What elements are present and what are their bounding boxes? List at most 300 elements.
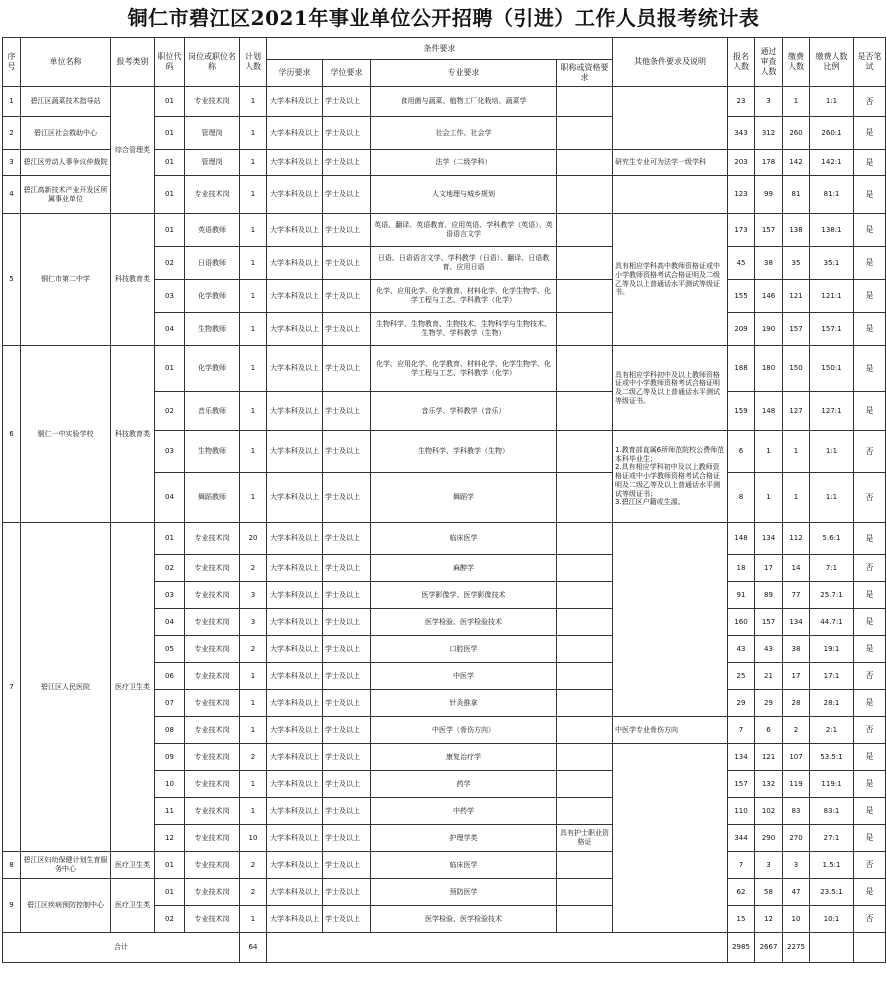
plan-count: 1 bbox=[240, 392, 267, 431]
position-code: 01 bbox=[155, 150, 185, 176]
written-exam: 是 bbox=[854, 247, 886, 280]
major-req: 中医学（骨伤方向） bbox=[371, 717, 557, 744]
position-code: 06 bbox=[155, 663, 185, 690]
plan-count: 1 bbox=[240, 117, 267, 150]
header-written: 是否笔试 bbox=[854, 38, 886, 87]
paid-count: 157 bbox=[783, 313, 810, 346]
degree-req: 学士及以上 bbox=[323, 392, 371, 431]
applicants-count: 45 bbox=[728, 247, 755, 280]
plan-count: 1 bbox=[240, 431, 267, 473]
paid-count: 47 bbox=[783, 879, 810, 906]
major-req: 口腔医学 bbox=[371, 636, 557, 663]
unit-seq: 3 bbox=[3, 150, 21, 176]
other-req bbox=[613, 87, 728, 150]
total-row bbox=[3, 933, 886, 963]
passed-count: 99 bbox=[755, 176, 783, 214]
position-code: 02 bbox=[155, 906, 185, 933]
major-req: 药学 bbox=[371, 771, 557, 798]
degree-req: 学士及以上 bbox=[323, 473, 371, 523]
other-req bbox=[613, 744, 728, 933]
major-req: 医学检验、医学检验技术 bbox=[371, 609, 557, 636]
degree-req: 学士及以上 bbox=[323, 717, 371, 744]
paid-count: 107 bbox=[783, 744, 810, 771]
written-exam: 否 bbox=[854, 431, 886, 473]
plan-count: 1 bbox=[240, 214, 267, 247]
title-req bbox=[557, 87, 613, 117]
education-req: 大学本科及以上 bbox=[267, 523, 323, 555]
applicants-count: 157 bbox=[728, 771, 755, 798]
written-exam: 是 bbox=[854, 280, 886, 313]
applicants-count: 43 bbox=[728, 636, 755, 663]
major-req: 化学、应用化学、化学教育、材料化学、化学生物学、化学工程与工艺、学科教学（化学） bbox=[371, 280, 557, 313]
other-req: 具有相应学科高中教师资格证或中小学教师资格考试合格证明及二级乙等及以上普通话水平测试等级证书。 bbox=[613, 214, 728, 346]
written-exam: 否 bbox=[854, 663, 886, 690]
degree-req: 学士及以上 bbox=[323, 247, 371, 280]
other-req: 1.教育部直属6所师范院校公费师范本科毕业生； 2.具有相应学科初中及以上教师资格证或中小学教师资格考试合格证明及二级乙等及以上普通话水平测试等级证书； 3.碧江区户籍或生源。 bbox=[613, 431, 728, 523]
paid-count: 38 bbox=[783, 636, 810, 663]
applicants-count: 134 bbox=[728, 744, 755, 771]
education-req: 大学本科及以上 bbox=[267, 636, 323, 663]
passed-count: 29 bbox=[755, 690, 783, 717]
paid-count: 14 bbox=[783, 555, 810, 582]
position-name: 专业技术岗 bbox=[185, 176, 240, 214]
plan-count: 1 bbox=[240, 313, 267, 346]
passed-count: 58 bbox=[755, 879, 783, 906]
degree-req: 学士及以上 bbox=[323, 346, 371, 392]
ratio-value: 53.5:1 bbox=[810, 744, 854, 771]
education-req: 大学本科及以上 bbox=[267, 879, 323, 906]
written-exam: 是 bbox=[854, 117, 886, 150]
degree-req: 学士及以上 bbox=[323, 214, 371, 247]
header-education: 学历要求 bbox=[267, 60, 323, 87]
applicants-count: 62 bbox=[728, 879, 755, 906]
written-exam: 否 bbox=[854, 87, 886, 117]
education-req: 大学本科及以上 bbox=[267, 280, 323, 313]
applicants-count: 8 bbox=[728, 473, 755, 523]
total-ratio bbox=[810, 933, 854, 963]
unit-seq: 5 bbox=[3, 214, 21, 346]
plan-count: 3 bbox=[240, 609, 267, 636]
written-exam: 是 bbox=[854, 690, 886, 717]
applicants-count: 91 bbox=[728, 582, 755, 609]
major-req: 中医学 bbox=[371, 663, 557, 690]
position-name: 音乐教师 bbox=[185, 392, 240, 431]
major-req: 社会工作、社会学 bbox=[371, 117, 557, 150]
position-code: 01 bbox=[155, 879, 185, 906]
passed-count: 157 bbox=[755, 214, 783, 247]
paid-count: 1 bbox=[783, 473, 810, 523]
degree-req: 学士及以上 bbox=[323, 87, 371, 117]
table-row bbox=[3, 87, 886, 117]
education-req: 大学本科及以上 bbox=[267, 431, 323, 473]
position-code: 09 bbox=[155, 744, 185, 771]
paid-count: 3 bbox=[783, 852, 810, 879]
major-req: 预防医学 bbox=[371, 879, 557, 906]
title-req bbox=[557, 690, 613, 717]
major-req: 康复治疗学 bbox=[371, 744, 557, 771]
major-req: 音乐学、学科教学（音乐） bbox=[371, 392, 557, 431]
applicants-count: 155 bbox=[728, 280, 755, 313]
header-position: 岗位或职位名称 bbox=[185, 38, 240, 87]
position-code: 01 bbox=[155, 346, 185, 392]
plan-count: 1 bbox=[240, 247, 267, 280]
degree-req: 学士及以上 bbox=[323, 523, 371, 555]
position-name: 生物教师 bbox=[185, 431, 240, 473]
applicants-count: 15 bbox=[728, 906, 755, 933]
written-exam: 是 bbox=[854, 150, 886, 176]
plan-count: 1 bbox=[240, 150, 267, 176]
ratio-value: 121:1 bbox=[810, 280, 854, 313]
education-req: 大学本科及以上 bbox=[267, 825, 323, 852]
ratio-value: 119:1 bbox=[810, 771, 854, 798]
education-req: 大学本科及以上 bbox=[267, 663, 323, 690]
major-req: 化学、应用化学、化学教育、材料化学、化学生物学、化学工程与工艺、学科教学（化学） bbox=[371, 346, 557, 392]
passed-count: 43 bbox=[755, 636, 783, 663]
education-req: 大学本科及以上 bbox=[267, 117, 323, 150]
applicants-count: 343 bbox=[728, 117, 755, 150]
table-row bbox=[3, 523, 886, 555]
passed-count: 312 bbox=[755, 117, 783, 150]
plan-count: 20 bbox=[240, 523, 267, 555]
paid-count: 1 bbox=[783, 87, 810, 117]
ratio-value: 28:1 bbox=[810, 690, 854, 717]
education-req: 大学本科及以上 bbox=[267, 798, 323, 825]
major-req: 舞蹈学 bbox=[371, 473, 557, 523]
ratio-value: 83:1 bbox=[810, 798, 854, 825]
passed-count: 132 bbox=[755, 771, 783, 798]
position-name: 化学教师 bbox=[185, 346, 240, 392]
title-req bbox=[557, 636, 613, 663]
ratio-value: 27:1 bbox=[810, 825, 854, 852]
paid-count: 119 bbox=[783, 771, 810, 798]
title-req bbox=[557, 247, 613, 280]
ratio-value: 35:1 bbox=[810, 247, 854, 280]
plan-count: 2 bbox=[240, 852, 267, 879]
applicants-count: 344 bbox=[728, 825, 755, 852]
title-req bbox=[557, 346, 613, 392]
major-req: 医学检验、医学检验技术 bbox=[371, 906, 557, 933]
passed-count: 102 bbox=[755, 798, 783, 825]
written-exam: 是 bbox=[854, 771, 886, 798]
header-row-1 bbox=[3, 38, 886, 60]
passed-count: 6 bbox=[755, 717, 783, 744]
position-code: 12 bbox=[155, 825, 185, 852]
title-req bbox=[557, 313, 613, 346]
title-req bbox=[557, 214, 613, 247]
header-title-req: 职称或资格要求 bbox=[557, 60, 613, 87]
education-req: 大学本科及以上 bbox=[267, 150, 323, 176]
paid-count: 138 bbox=[783, 214, 810, 247]
major-req: 医学影像学、医学影像技术 bbox=[371, 582, 557, 609]
education-req: 大学本科及以上 bbox=[267, 906, 323, 933]
education-req: 大学本科及以上 bbox=[267, 555, 323, 582]
title-req bbox=[557, 473, 613, 523]
ratio-value: 2:1 bbox=[810, 717, 854, 744]
unit-name: 碧江高新技术产业开发区所属事业单位 bbox=[21, 176, 111, 214]
paid-count: 121 bbox=[783, 280, 810, 313]
education-req: 大学本科及以上 bbox=[267, 771, 323, 798]
position-code: 01 bbox=[155, 117, 185, 150]
plan-count: 1 bbox=[240, 798, 267, 825]
degree-req: 学士及以上 bbox=[323, 150, 371, 176]
applicants-count: 25 bbox=[728, 663, 755, 690]
degree-req: 学士及以上 bbox=[323, 906, 371, 933]
education-req: 大学本科及以上 bbox=[267, 392, 323, 431]
category-cell: 科技教育类 bbox=[111, 346, 155, 523]
position-name: 舞蹈教师 bbox=[185, 473, 240, 523]
position-name: 专业技术岗 bbox=[185, 744, 240, 771]
plan-count: 1 bbox=[240, 346, 267, 392]
passed-count: 290 bbox=[755, 825, 783, 852]
written-exam: 是 bbox=[854, 313, 886, 346]
page-title: 铜仁市碧江区2021年事业单位公开招聘（引进）工作人员报考统计表 bbox=[127, 6, 760, 30]
unit-name: 碧江区人民医院 bbox=[21, 523, 111, 852]
degree-req: 学士及以上 bbox=[323, 744, 371, 771]
title-req bbox=[557, 744, 613, 771]
plan-count: 1 bbox=[240, 717, 267, 744]
degree-req: 学士及以上 bbox=[323, 555, 371, 582]
degree-req: 学士及以上 bbox=[323, 798, 371, 825]
degree-req: 学士及以上 bbox=[323, 852, 371, 879]
ratio-value: 17:1 bbox=[810, 663, 854, 690]
position-code: 04 bbox=[155, 609, 185, 636]
paid-count: 134 bbox=[783, 609, 810, 636]
unit-name: 铜仁一中实验学校 bbox=[21, 346, 111, 523]
statistics-table bbox=[2, 37, 886, 963]
paid-count: 10 bbox=[783, 906, 810, 933]
title-req bbox=[557, 852, 613, 879]
applicants-count: 160 bbox=[728, 609, 755, 636]
position-code: 03 bbox=[155, 582, 185, 609]
header-major: 专业要求 bbox=[371, 60, 557, 87]
position-code: 11 bbox=[155, 798, 185, 825]
title-req: 具有护士职业资格证 bbox=[557, 825, 613, 852]
paid-count: 127 bbox=[783, 392, 810, 431]
category-cell: 医疗卫生类 bbox=[111, 879, 155, 933]
plan-count: 1 bbox=[240, 906, 267, 933]
unit-seq: 4 bbox=[3, 176, 21, 214]
education-req: 大学本科及以上 bbox=[267, 609, 323, 636]
major-req: 法学（二级学科） bbox=[371, 150, 557, 176]
position-name: 专业技术岗 bbox=[185, 582, 240, 609]
major-req: 人文地理与城乡规划 bbox=[371, 176, 557, 214]
unit-name: 碧江区劳动人事争议仲裁院 bbox=[21, 150, 111, 176]
major-req: 食用菌与蔬菜、植物工厂化栽培、蔬菜学 bbox=[371, 87, 557, 117]
plan-count: 1 bbox=[240, 280, 267, 313]
applicants-count: 209 bbox=[728, 313, 755, 346]
plan-count: 10 bbox=[240, 825, 267, 852]
position-name: 英语教师 bbox=[185, 214, 240, 247]
degree-req: 学士及以上 bbox=[323, 117, 371, 150]
paid-count: 260 bbox=[783, 117, 810, 150]
title-req bbox=[557, 431, 613, 473]
passed-count: 38 bbox=[755, 247, 783, 280]
paid-count: 35 bbox=[783, 247, 810, 280]
paid-count: 28 bbox=[783, 690, 810, 717]
degree-req: 学士及以上 bbox=[323, 825, 371, 852]
position-code: 07 bbox=[155, 690, 185, 717]
applicants-count: 23 bbox=[728, 87, 755, 117]
degree-req: 学士及以上 bbox=[323, 280, 371, 313]
written-exam: 是 bbox=[854, 214, 886, 247]
ratio-value: 44.7:1 bbox=[810, 609, 854, 636]
ratio-value: 150:1 bbox=[810, 346, 854, 392]
position-name: 专业技术岗 bbox=[185, 636, 240, 663]
header-unit: 单位名称 bbox=[21, 38, 111, 87]
ratio-value: 19:1 bbox=[810, 636, 854, 663]
unit-name: 碧江区蔬菜技术指导站 bbox=[21, 87, 111, 117]
header-category: 报考类别 bbox=[111, 38, 155, 87]
ratio-value: 1:1 bbox=[810, 87, 854, 117]
title-req bbox=[557, 798, 613, 825]
plan-count: 1 bbox=[240, 690, 267, 717]
header-applicants: 报名人数 bbox=[728, 38, 755, 87]
written-exam: 是 bbox=[854, 609, 886, 636]
unit-seq: 9 bbox=[3, 879, 21, 933]
major-req: 英语、翻译、英语教育、应用英语、学科教学（英语）、英语语言文学 bbox=[371, 214, 557, 247]
title-req bbox=[557, 906, 613, 933]
passed-count: 134 bbox=[755, 523, 783, 555]
ratio-value: 25.7:1 bbox=[810, 582, 854, 609]
position-name: 专业技术岗 bbox=[185, 523, 240, 555]
paid-count: 142 bbox=[783, 150, 810, 176]
passed-count: 89 bbox=[755, 582, 783, 609]
header-paid: 缴费人数 bbox=[783, 38, 810, 87]
degree-req: 学士及以上 bbox=[323, 609, 371, 636]
position-name: 专业技术岗 bbox=[185, 879, 240, 906]
position-code: 05 bbox=[155, 636, 185, 663]
other-req: 研究生专业可为法学一级学科 bbox=[613, 150, 728, 176]
major-req: 中药学 bbox=[371, 798, 557, 825]
applicants-count: 29 bbox=[728, 690, 755, 717]
total-written bbox=[854, 933, 886, 963]
position-code: 10 bbox=[155, 771, 185, 798]
plan-count: 2 bbox=[240, 879, 267, 906]
position-code: 03 bbox=[155, 431, 185, 473]
passed-count: 157 bbox=[755, 609, 783, 636]
position-code: 04 bbox=[155, 473, 185, 523]
plan-count: 2 bbox=[240, 744, 267, 771]
position-name: 专业技术岗 bbox=[185, 825, 240, 852]
applicants-count: 173 bbox=[728, 214, 755, 247]
degree-req: 学士及以上 bbox=[323, 176, 371, 214]
plan-count: 1 bbox=[240, 176, 267, 214]
title-req bbox=[557, 176, 613, 214]
plan-count: 1 bbox=[240, 473, 267, 523]
passed-count: 1 bbox=[755, 473, 783, 523]
ratio-value: 5.6:1 bbox=[810, 523, 854, 555]
passed-count: 180 bbox=[755, 346, 783, 392]
written-exam: 是 bbox=[854, 825, 886, 852]
applicants-count: 7 bbox=[728, 852, 755, 879]
header-conditions: 条件要求 bbox=[267, 38, 613, 60]
passed-count: 3 bbox=[755, 87, 783, 117]
plan-count: 2 bbox=[240, 555, 267, 582]
written-exam: 是 bbox=[854, 392, 886, 431]
degree-req: 学士及以上 bbox=[323, 663, 371, 690]
written-exam: 是 bbox=[854, 582, 886, 609]
total-plan: 64 bbox=[240, 933, 267, 963]
plan-count: 1 bbox=[240, 87, 267, 117]
ratio-value: 7:1 bbox=[810, 555, 854, 582]
position-code: 01 bbox=[155, 176, 185, 214]
title-req bbox=[557, 582, 613, 609]
position-code: 02 bbox=[155, 392, 185, 431]
paid-count: 150 bbox=[783, 346, 810, 392]
major-req: 临床医学 bbox=[371, 852, 557, 879]
unit-seq: 8 bbox=[3, 852, 21, 879]
title-req bbox=[557, 117, 613, 150]
paid-count: 83 bbox=[783, 798, 810, 825]
position-name: 专业技术岗 bbox=[185, 906, 240, 933]
total-passed: 2667 bbox=[755, 933, 783, 963]
title-req bbox=[557, 523, 613, 555]
category-cell: 医疗卫生类 bbox=[111, 852, 155, 879]
education-req: 大学本科及以上 bbox=[267, 690, 323, 717]
passed-count: 178 bbox=[755, 150, 783, 176]
passed-count: 121 bbox=[755, 744, 783, 771]
education-req: 大学本科及以上 bbox=[267, 313, 323, 346]
plan-count: 2 bbox=[240, 636, 267, 663]
paid-count: 270 bbox=[783, 825, 810, 852]
header-ratio: 缴费人数比例 bbox=[810, 38, 854, 87]
position-code: 01 bbox=[155, 523, 185, 555]
other-req bbox=[613, 176, 728, 214]
ratio-value: 23.5:1 bbox=[810, 879, 854, 906]
major-req: 麻醉学 bbox=[371, 555, 557, 582]
title-req bbox=[557, 663, 613, 690]
applicants-count: 203 bbox=[728, 150, 755, 176]
paid-count: 77 bbox=[783, 582, 810, 609]
education-req: 大学本科及以上 bbox=[267, 346, 323, 392]
applicants-count: 123 bbox=[728, 176, 755, 214]
major-req: 针灸推拿 bbox=[371, 690, 557, 717]
unit-seq: 1 bbox=[3, 87, 21, 117]
major-req: 临床医学 bbox=[371, 523, 557, 555]
unit-name: 铜仁市第二中学 bbox=[21, 214, 111, 346]
education-req: 大学本科及以上 bbox=[267, 473, 323, 523]
position-code: 01 bbox=[155, 214, 185, 247]
unit-name: 碧江区妇幼保健计划生育服务中心 bbox=[21, 852, 111, 879]
passed-count: 21 bbox=[755, 663, 783, 690]
ratio-value: 260:1 bbox=[810, 117, 854, 150]
category-cell: 综合管理类 bbox=[111, 87, 155, 214]
position-code: 01 bbox=[155, 852, 185, 879]
paid-count: 81 bbox=[783, 176, 810, 214]
header-code: 职位代码 bbox=[155, 38, 185, 87]
ratio-value: 10:1 bbox=[810, 906, 854, 933]
written-exam: 是 bbox=[854, 879, 886, 906]
table-row bbox=[3, 346, 886, 392]
applicants-count: 148 bbox=[728, 523, 755, 555]
position-name: 专业技术岗 bbox=[185, 771, 240, 798]
title-req bbox=[557, 771, 613, 798]
degree-req: 学士及以上 bbox=[323, 636, 371, 663]
applicants-count: 18 bbox=[728, 555, 755, 582]
total-applicants: 2985 bbox=[728, 933, 755, 963]
title-req bbox=[557, 555, 613, 582]
total-label: 合计 bbox=[3, 933, 240, 963]
passed-count: 3 bbox=[755, 852, 783, 879]
ratio-value: 1.5:1 bbox=[810, 852, 854, 879]
written-exam: 否 bbox=[854, 555, 886, 582]
other-req: 中医学专业骨伤方向 bbox=[613, 717, 728, 744]
unit-name: 碧江区社会救助中心 bbox=[21, 117, 111, 150]
passed-count: 1 bbox=[755, 431, 783, 473]
degree-req: 学士及以上 bbox=[323, 582, 371, 609]
paid-count: 1 bbox=[783, 431, 810, 473]
written-exam: 是 bbox=[854, 176, 886, 214]
